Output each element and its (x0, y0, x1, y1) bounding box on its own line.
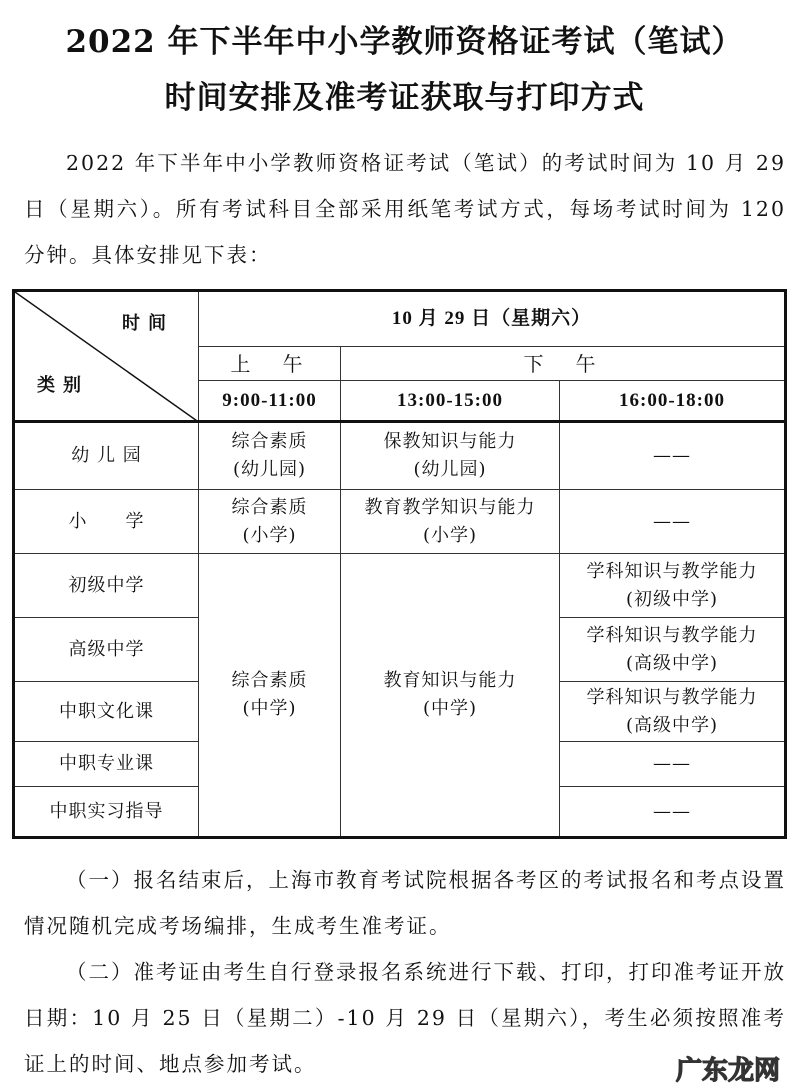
section-2-paragraph: （二）准考证由考生自行登录报名系统进行下载、打印，打印准考证开放日期：10 月 25 日（星期二）-10 月 29 日（星期六），考生必须按照准考证上的时间、地点参加考试。 (24, 960, 786, 1076)
table-row (14, 422, 786, 490)
category-cell: 中职文化课 (14, 682, 199, 742)
category-cell: 高级中学 (14, 618, 199, 682)
category-cell: 中职专业课 (14, 742, 199, 787)
subject-cell: —— (560, 422, 786, 490)
subject-cell: 综合素质 (小学) (199, 490, 341, 554)
category-cell: 幼 儿 园 (14, 422, 199, 490)
slot-header: 13:00-15:00 (341, 381, 560, 422)
subject-cell: —— (560, 787, 786, 838)
slot-header: 9:00-11:00 (199, 381, 341, 422)
morning-header: 上 午 (199, 347, 341, 381)
subject-cell: 学科知识与教学能力 (高级中学) (560, 682, 786, 742)
subject-cell: —— (560, 490, 786, 554)
corner-category-label: 类别 (37, 375, 89, 396)
category-cell: 初级中学 (14, 554, 199, 618)
intro-paragraph: 2022 年下半年中小学教师资格证考试（笔试）的考试时间为 10 月 29 日（星期六）。所有考试科目全部采用纸笔考试方式，每场考试时间为 120 分钟。具体安排见下表： (24, 151, 786, 267)
subject-cell: 综合素质 (幼儿园) (199, 422, 341, 490)
table-row (14, 490, 786, 554)
corner-header-cell (14, 291, 199, 422)
document-title-line1: 2022 年下半年中小学教师资格证考试（笔试） (65, 24, 744, 60)
slot-header: 16:00-18:00 (560, 381, 786, 422)
exam-schedule-table (12, 289, 787, 839)
subject-cell: 学科知识与教学能力 (初级中学) (560, 554, 786, 618)
subject-cell: 教育知识与能力 (中学) (341, 554, 560, 838)
subject-cell: —— (560, 742, 786, 787)
date-header: 10 月 29 日（星期六） (199, 291, 786, 347)
table-row (14, 554, 786, 618)
subject-cell: 学科知识与教学能力 (高级中学) (560, 618, 786, 682)
afternoon-header: 下 午 (341, 347, 786, 381)
subject-cell: 综合素质 (中学) (199, 554, 341, 838)
subject-cell: 教育教学知识与能力 (小学) (341, 490, 560, 554)
subject-cell: 保教知识与能力 (幼儿园) (341, 422, 560, 490)
category-cell: 中职实习指导 (14, 787, 199, 838)
watermark-logo: 广东龙网 (676, 1056, 781, 1086)
corner-time-label: 时间 (122, 313, 174, 334)
section-1-paragraph: （一）报名结束后，上海市教育考试院根据各考区的考试报名和考点设置情况随机完成考场编排，生成考生准考证。 (24, 868, 786, 938)
document-title-line2: 时间安排及准考证获取与打印方式 (164, 80, 645, 116)
category-cell: 小 学 (14, 490, 199, 554)
